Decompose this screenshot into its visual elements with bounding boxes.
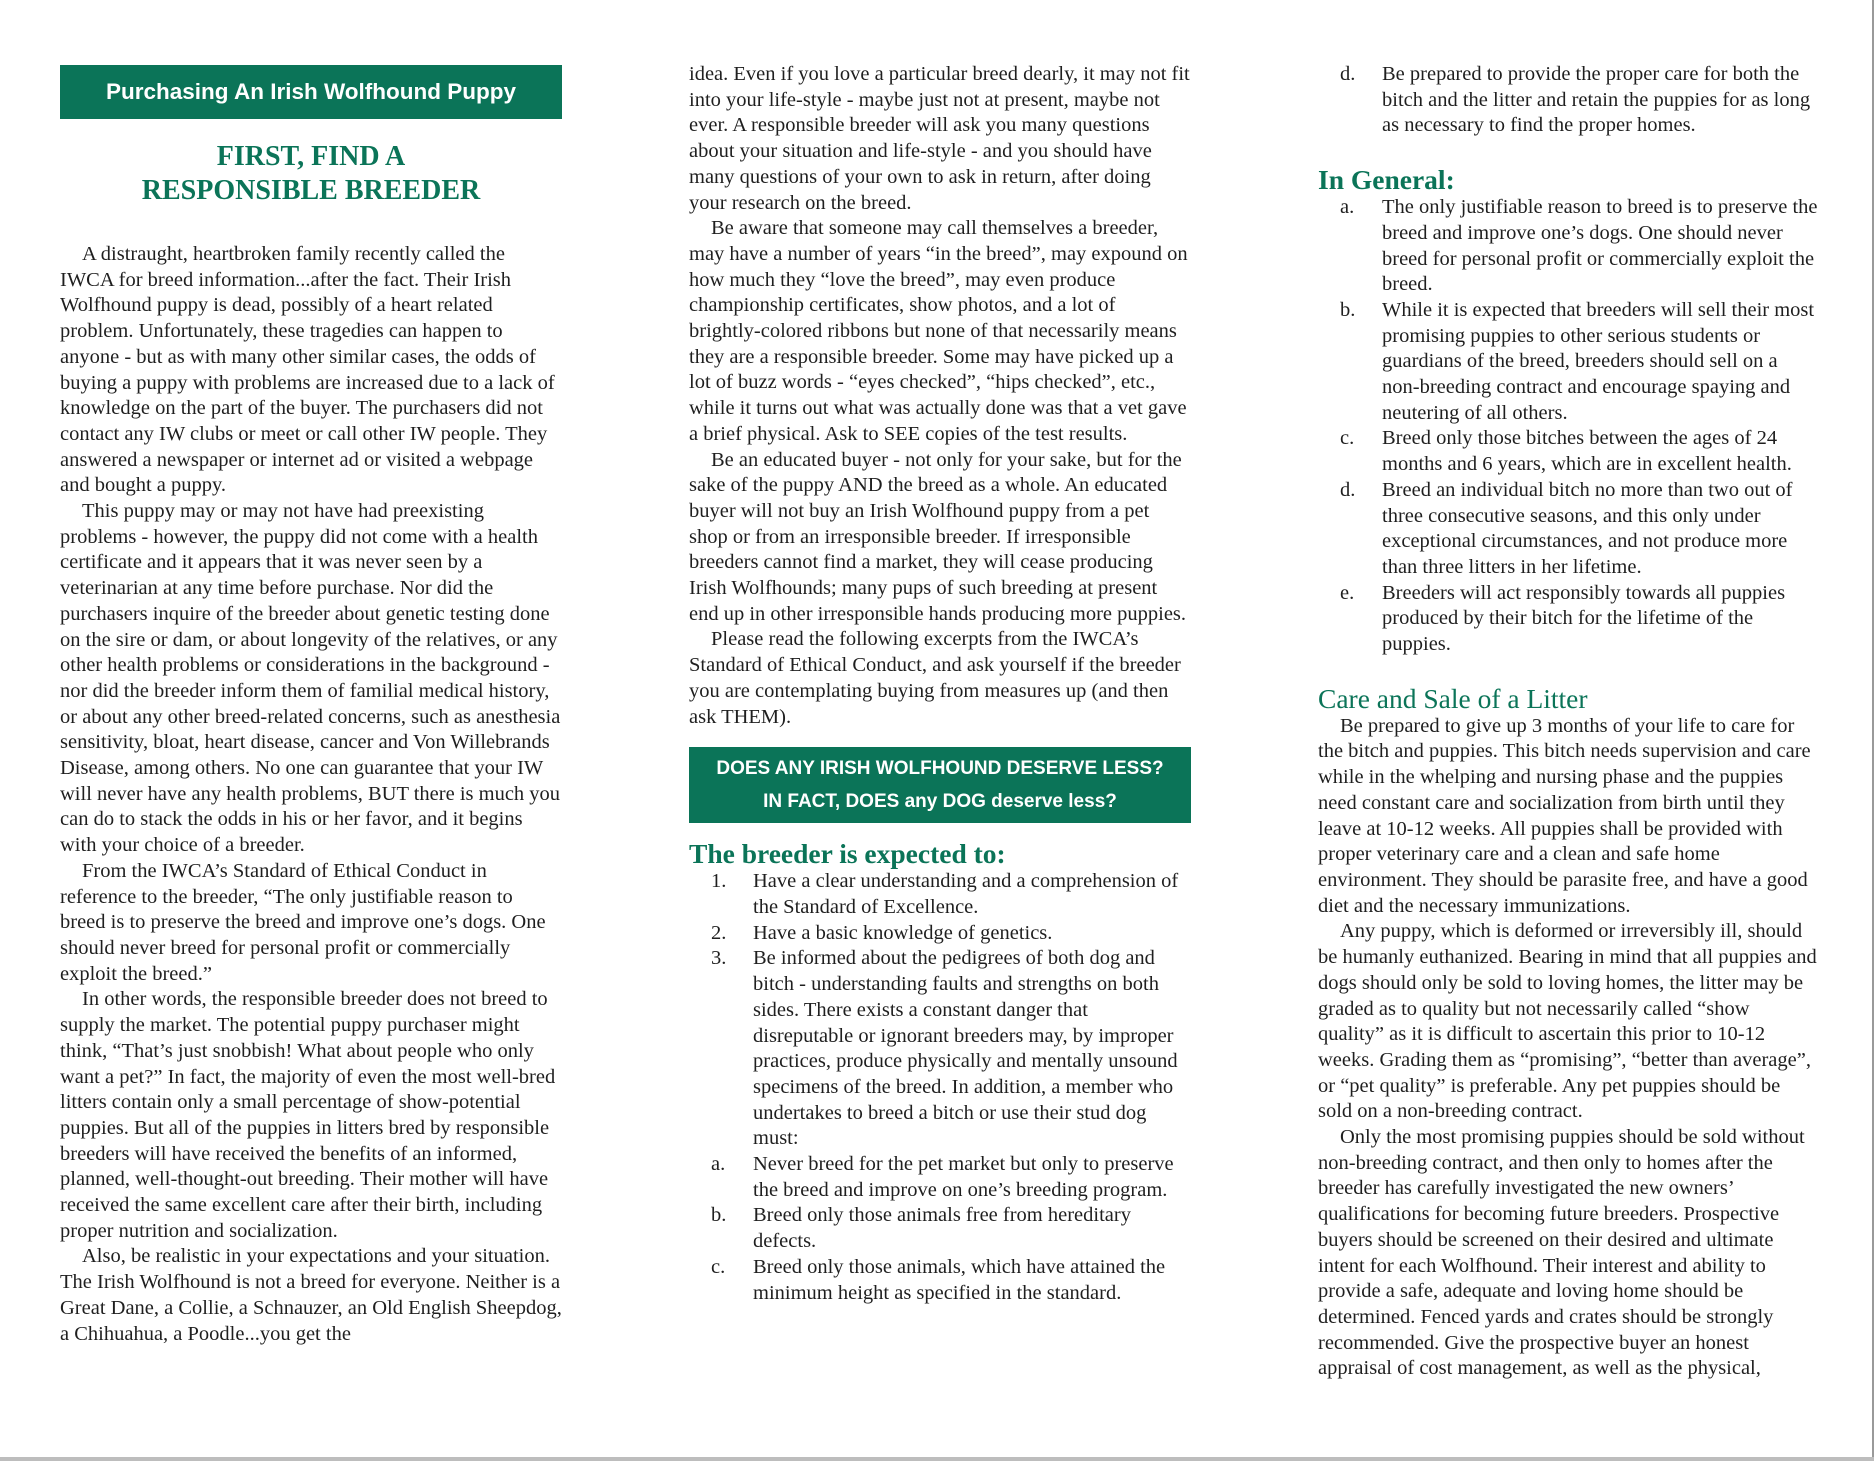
numbered-list [689, 869, 1191, 1152]
title-line-1: FIRST, FIND A [216, 141, 406, 172]
list-marker: d. [1340, 63, 1356, 85]
list-item [689, 869, 1191, 920]
list-marker: 3. [711, 947, 727, 970]
paragraph: Also, be realistic in your expectations and your situation. The Irish Wolfhound is not a breed for everyone. Neither is a Great Dane, a Collie, a Schnauzer, an Old English Sheepdog, a Chihuahua, a Poodle...you get the [60, 1245, 562, 1345]
care-heading: Care and Sale of a Litter [1318, 682, 1588, 714]
list-marker: 2. [711, 921, 727, 944]
column-2 [689, 62, 1191, 1306]
list-text: Breed an individual bitch no more than two out of three consecutive seasons, and this only under exceptional circumstances, and not produce more than three litters in her lifetime. [1382, 478, 1793, 578]
paragraph: This puppy may or may not have had preexisting problems - however, the puppy did not come with a health certificate and it appears that it was never seen by a veterinarian at any time before purchase. Nor did the purchasers inquire of the breeder about genetic testing done on the sire or dam, or about longevity of the relatives, or any other health problems or considerations in the background - nor did the breeder inform them of familial medical history, or about any other breed-related concerns, such as anesthesia sensitivity, bloat, heart disease, cancer and Von Willebrands Disease, among others. No one can guarantee that your IW will never have any health problems, BUT there is much you can do to stack the odds in his or her favor, and it begins with your choice of a breeder. [60, 500, 561, 857]
lettered-list [689, 1152, 1191, 1306]
paragraph: idea. Even if you love a particular breed dearly, it may not fit into your life-style - maybe just not at present, maybe not ever. A responsible breeder will ask you many questions about your situation and life-style - and you should have many questions of your own to ask in return, after doing your research on the breed. [689, 63, 1190, 214]
general-list [1318, 195, 1818, 658]
paragraph: A distraught, heartbroken family recently called the IWCA for breed information...after the fact. Their Irish Wolfhound puppy is dead, possibly of a heart related problem. Unfortunately, these tragedies can happen to anyone - but as with many other similar cases, the odds of buying a puppy with problems are increased due to a lack of knowledge on the part of the buyer. The purchasers did not contact any IW clubs or meet or call other IW people. They answered a newspaper or internet ad or visited a webpage and bought a puppy. [60, 243, 555, 497]
list-item [1318, 195, 1818, 298]
list-text: Breed only those animals free from hereditary defects. [753, 1204, 1131, 1253]
list-marker: c. [1340, 427, 1355, 450]
list-text: Have a clear understanding and a comprehension of the Standard of Excellence. [753, 870, 1179, 918]
continued-list [1318, 62, 1818, 139]
page-edge-bottom [0, 1457, 1874, 1461]
list-marker: b. [711, 1204, 727, 1227]
list-marker: a. [711, 1153, 726, 1176]
list-item [1318, 581, 1818, 658]
callout-line-2: IN FACT, DOES any DOG deserve less? [763, 791, 1117, 813]
list-marker: 1. [711, 870, 727, 893]
list-item [689, 946, 1191, 1152]
list-item [1318, 62, 1818, 139]
list-item [1318, 478, 1818, 581]
column-3 [1318, 62, 1818, 1382]
list-text: While it is expected that breeders will sell their most promising puppies to other serious students or guardians of the breed, breeders should sell on a non-breeding contract and encourage spaying and neutering of all others. [1382, 298, 1815, 424]
paragraph: Any puppy, which is deformed or irreversibly ill, should be humanly euthanized. Bearing in mind that all puppies and dogs should only be sold to loving homes, the litter may be graded as to quality but not necessarily called “show quality” as it is difficult to ascertain this prior to 10-12 weeks. Grading them as “promising”, “better than average”, or “pet quality” is preferable. Any pet puppies should be sold on a non-breeding contract. [1318, 920, 1817, 1123]
title-line-2: RESPONSIBLE BREEDER [141, 175, 481, 206]
list-text: Breeders will act responsibly towards all puppies produced by their bitch for the lifetime of the puppies. [1382, 581, 1786, 656]
list-text: Never breed for the pet market but only to preserve the breed and improve on one’s breeding program. [753, 1153, 1174, 1201]
paragraph: Please read the following excerpts from the IWCA’s Standard of Ethical Conduct, and ask yourself if the breeder you are contemplating buying from measures up (and then ask THEM). [689, 628, 1181, 728]
paragraph: Be aware that someone may call themselves a breeder, may have a number of years “in the breed”, may expound on how much they “love the breed”, may even produce championship certificates, show photos, and a lot of brightly-colored ribbons but none of that necessarily means they are a responsible breeder. Some may have picked up a lot of buzz words - “eyes checked”, “hips checked”, etc., while it turns out what was actually done was that a vet gave a brief physical. Ask to SEE copies of the test results. [689, 217, 1188, 445]
list-item [1318, 298, 1818, 427]
paragraph: Be an educated buyer - not only for your sake, but for the sake of the puppy AND the breed as a whole. An educated buyer will not buy an Irish Wolfhound puppy from a pet shop or from an irresponsible breeder. If irresponsible breeders cannot find a market, they will cease producing Irish Wolfhounds; many pups of such breeding at present end up in other irresponsible hands producing more puppies. [689, 448, 1187, 625]
list-marker: b. [1340, 298, 1356, 321]
paragraph: In other words, the responsible breeder does not breed to supply the market. The potential puppy purchaser might think, “That’s just snobbish! What about people who only want a pet?” In fact, the majority of even the most well-bred litters contain only a small percentage of show-potential puppies. But all of the puppies in litters bred by responsible breeders will have received the benefits of an informed, planned, well-thought-out breeding. Their mother will have received the same excellent care after their birth, including proper nutrition and socialization. [60, 988, 556, 1242]
paragraph: Be prepared to give up 3 months of your life to care for the bitch and puppies. This bitch needs supervision and care while in the whelping and nursing phase and the puppies need constant care and socialization from birth until they leave at 10-12 weeks. All puppies shall be provided with proper veterinary care and a clean and safe home environment. They should be parasite free, and have a good diet and the necessary immunizations. [1318, 714, 1811, 917]
list-item [689, 1203, 1191, 1254]
list-text: Breed only those animals, which have attained the minimum height as specified in the standard. [753, 1255, 1166, 1304]
list-item [689, 1255, 1191, 1306]
callout-deserve-less [689, 747, 1191, 823]
list-text: The only justifiable reason to breed is to preserve the breed and improve one’s dogs. One should never breed for personal profit or commercially exploit the breed. [1382, 196, 1818, 296]
list-text: Breed only those bitches between the ages of 24 months and 6 years, which are in excellent health. [1382, 427, 1792, 476]
breeder-heading: The breeder is expected to: [689, 838, 1006, 870]
list-text: Have a basic knowledge of genetics. [753, 921, 1053, 944]
column-1 [60, 62, 562, 1347]
list-item [1318, 426, 1818, 477]
list-marker: a. [1340, 196, 1355, 219]
page-title [60, 140, 562, 208]
paragraph: Only the most promising puppies should be sold without non-breeding contract, and then only to homes after the breeder has carefully investigated the new owners’ qualifications for becoming future breeders. Prospective buyers should be screened on their desired and ultimate intent for each Wolfhound. Their interest and ability to provide a safe, adequate and loving home should be determined. Fenced yards and crates should be strongly recommended. Give the prospective buyer an honest appraisal of cost management, as well as the physical, [1318, 1126, 1805, 1380]
list-marker: d. [1340, 478, 1356, 501]
list-text: Be prepared to provide the proper care for both the bitch and the litter and retain the puppies for as long as necessary to find the proper homes. [1382, 63, 1811, 137]
banner-purchasing: Purchasing An Irish Wolfhound Puppy [60, 65, 562, 119]
list-item [689, 921, 1191, 947]
list-marker: e. [1340, 581, 1355, 604]
list-text: Be informed about the pedigrees of both dog and bitch - understanding faults and strengths on both sides. There exists a constant danger that disreputable or ignorant breeders may, by improper practices, produce physically and mentally unsound specimens of the breed. In addition, a member who undertakes to breed a bitch or use their stud dog must: [753, 947, 1178, 1150]
paragraph: From the IWCA’s Standard of Ethical Conduct in reference to the breeder, “The only justifiable reason to breed is to preserve the breed and improve one’s dogs. One should never breed for personal profit or commercially exploit the breed.” [60, 859, 546, 985]
general-heading: In General: [1318, 164, 1455, 196]
list-item [689, 1152, 1191, 1203]
list-marker: c. [711, 1255, 726, 1278]
callout-line-1: DOES ANY IRISH WOLFHOUND DESERVE LESS? [716, 758, 1164, 780]
